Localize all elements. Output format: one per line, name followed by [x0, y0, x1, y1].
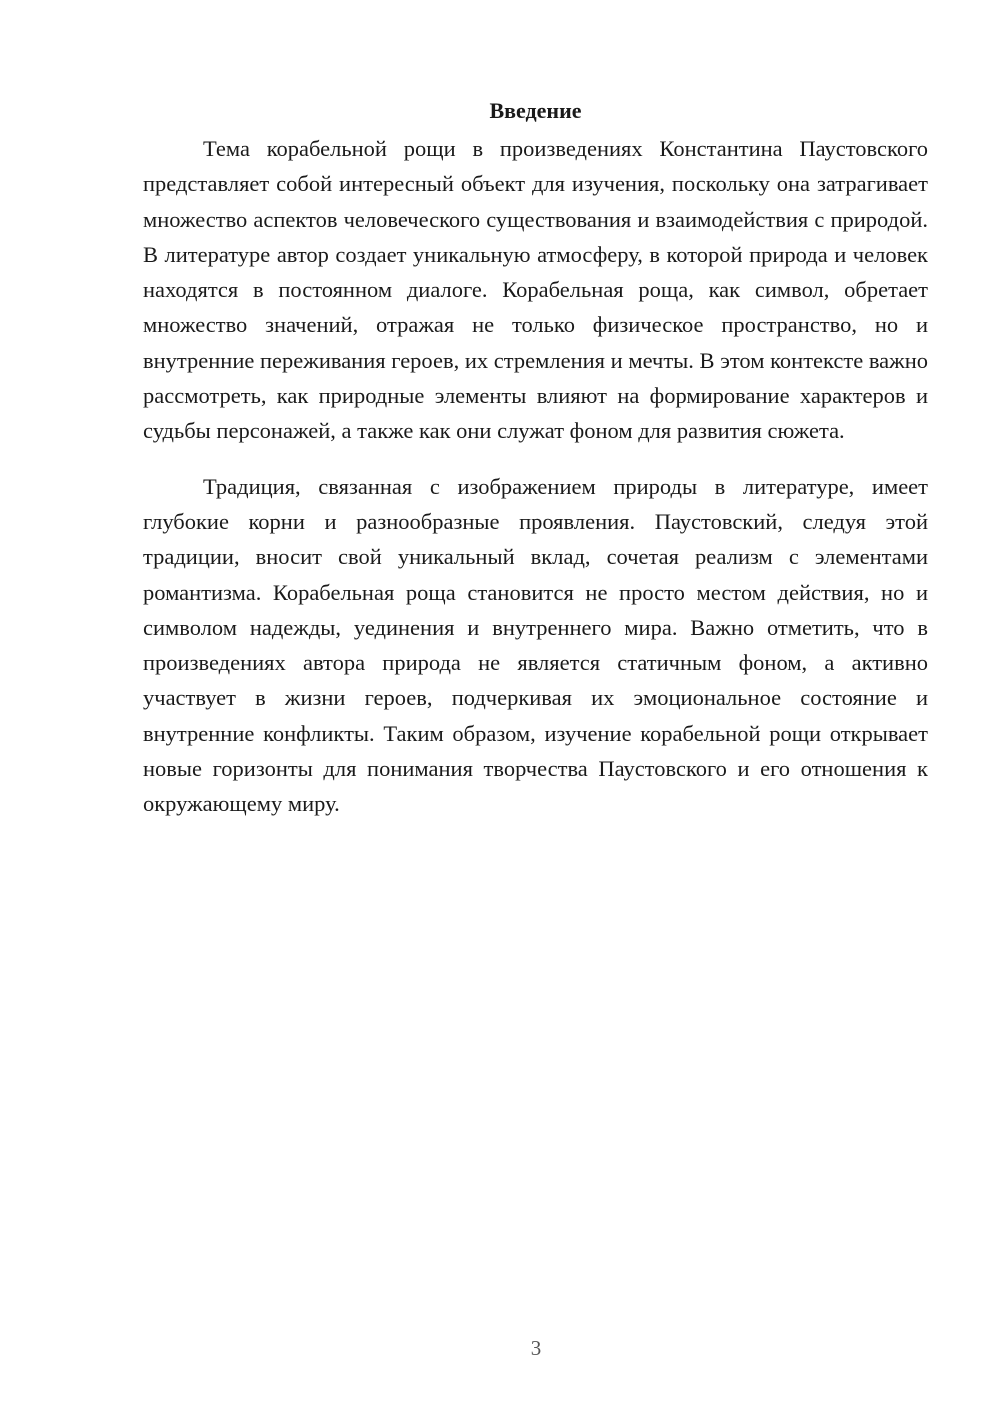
paragraph-2: Традиция, связанная с изображением природы в литературе, имеет глубокие корни и разнообразные проявления. Паустовский, следуя этой традиции, вносит свой уникальный вклад, сочетая реализм с элементами романтизма. Корабельная роща становится не просто местом действия, но и символом надежды, уединения и внутреннего мира. Важно отметить, что в произведениях автора природа не является статичным фоном, а активно участвует в жизни героев, подчеркивая их эмоциональное состояние и внутренние конфликты. Таким образом, изучение корабельной рощи открывает новые горизонты для понимания творчества Паустовского и его отношения к окружающему миру. [143, 473, 928, 817]
page-content [143, 96, 928, 822]
page-number: 3 [530, 1336, 542, 1360]
paragraph-1: Тема корабельной рощи в произведениях Константина Паустовского представляет собой интересный объект для изучения, поскольку она затрагивает множество аспектов человеческого существования и взаимодействия с природой. В литературе автор создает уникальную атмосферу, в которой природа и человек находятся в постоянном диалоге. Корабельная роща, как символ, обретает множество значений, отражая не только физическое пространство, но и внутренние переживания героев, их стремления и мечты. В этом контексте важно рассмотреть, как природные элементы влияют на формирование характеров и судьбы персонажей, а также как они служат фоном для развития сюжета. [143, 136, 928, 444]
section-heading: Введение [489, 98, 582, 123]
